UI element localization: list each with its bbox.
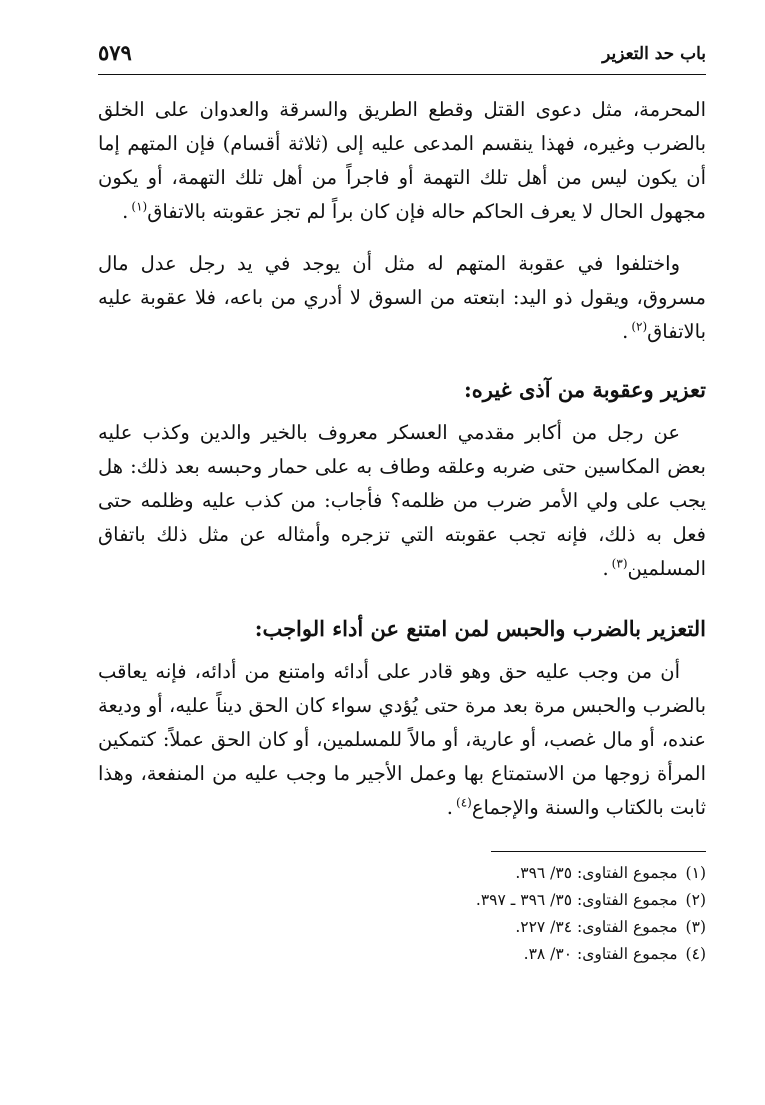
paragraph-1	[98, 93, 706, 229]
footnote-item	[98, 914, 706, 941]
footnote-text: مجموع الفتاوى: ٣٠/ ٣٨.	[523, 945, 678, 963]
paragraph-2	[98, 247, 706, 349]
footnote-text: مجموع الفتاوى: ٣٥/ ٣٩٦.	[515, 864, 678, 882]
footnotes-list	[98, 860, 706, 968]
section-heading-2: التعزير بالضرب والحبس لمن امتنع عن أداء الواجب:	[254, 616, 706, 641]
paragraph-1-text: المحرمة، مثل دعوى القتل وقطع الطريق والسرقة والعدوان على الخلق بالضرب وغيره، فهذا ينقسم المدعى عليه إلى (ثلاثة أقسام) فإن المتهم إما أن يكون ليس من أهل تلك التهمة أو فاجراً من أهل تلك التهمة، أو يكون مجهول الحال لا يعرف الحاكم حاله فإن كان براً لم تجز عقوبته بالاتفاق	[98, 98, 706, 223]
paragraph-4	[98, 655, 706, 825]
footnote-ref-4: (٤)	[456, 795, 472, 810]
page-header	[98, 30, 706, 75]
footnote-item	[98, 860, 706, 887]
footnote-item	[98, 941, 706, 968]
book-page	[98, 30, 706, 968]
paragraph-2-end: .	[622, 320, 629, 343]
paragraph-3-text: عن رجل من أكابر مقدمي العسكر معروف بالخير والدين وكذب عليه بعض المكاسين حتى ضربه وعلقه وطاف به على حمار وحبسه بعد ذلك: هل يجب على ولي الأمر ضرب من ظلمه؟ فأجاب: من كذب عليه وظلمه حتى فعل به ذلك، فإنه تجب عقوبته التي تزجره وأمثاله عن مثل ذلك باتفاق المسلمين	[98, 421, 706, 580]
footnote-divider	[491, 851, 706, 852]
footnote-item	[98, 887, 706, 914]
page-number: ٥٧٩	[98, 40, 132, 65]
paragraph-4-text: أن من وجب عليه حق وهو قادر على أدائه وامتنع من أدائه، فإنه يعاقب بالضرب والحبس مرة بعد مرة حتى يُؤدي سواء كان الحق ديناً عليه، أو وديعة عنده، أو مال غصب، أو عارية، أو مالاً للمسلمين، أو كان الحق عملاً: كتمكين المرأة زوجها من الاستمتاع بها وعمل الأجير ما وجب عليه من المنفعة، وهذا ثابت بالكتاب والسنة والإجماع	[98, 660, 706, 819]
footnote-number: (٣)	[685, 918, 706, 936]
footnote-text: مجموع الفتاوى: ٣٤/ ٢٢٧.	[515, 918, 678, 936]
footnote-ref-3: (٣)	[611, 556, 628, 571]
paragraph-1-end: .	[122, 200, 129, 223]
footnote-text: مجموع الفتاوى: ٣٥/ ٣٩٦ ـ ٣٩٧.	[475, 891, 678, 909]
footnote-ref-1: (١)	[131, 199, 148, 214]
footnote-number: (٤)	[685, 945, 706, 963]
paragraph-2-text: واختلفوا في عقوبة المتهم له مثل أن يوجد في يد رجل عدل مال مسروق، ويقول ذو اليد: ابتعته من السوق لا أدري من باعه، فلا عقوبة عليه بالاتفاق	[98, 252, 706, 343]
paragraph-3	[98, 416, 706, 586]
paragraph-3-end: .	[602, 557, 609, 580]
paragraph-4-end: .	[446, 796, 453, 819]
section-heading-1: تعزير وعقوبة من آذى غيره:	[463, 377, 706, 402]
footnote-number: (١)	[685, 864, 706, 882]
footnote-number: (٢)	[685, 891, 706, 909]
footnote-ref-2: (٢)	[631, 319, 648, 334]
running-title: باب حد التعزير	[602, 44, 706, 64]
